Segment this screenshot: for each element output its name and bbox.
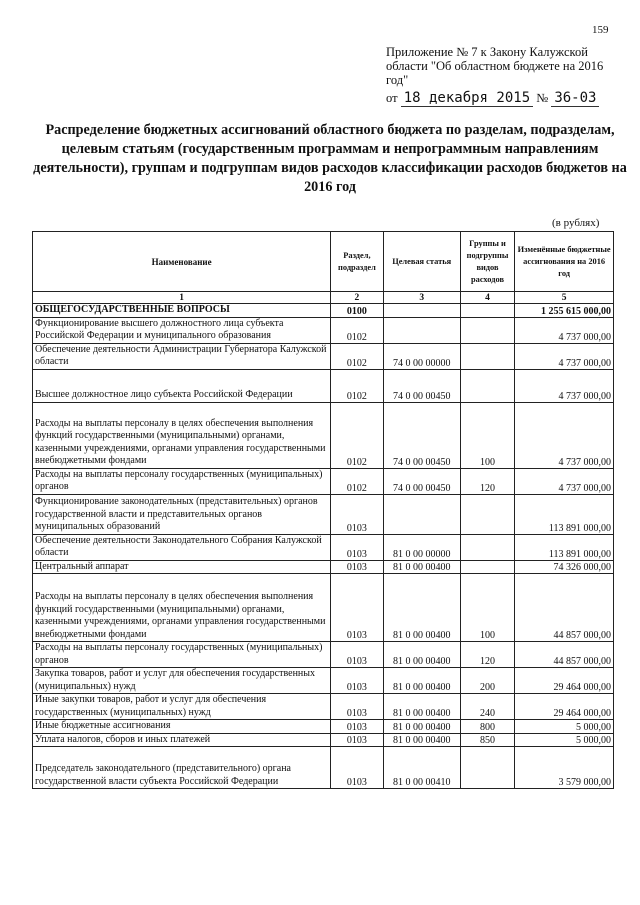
row-amount: 44 857 000,00 — [515, 574, 614, 642]
row-group — [460, 369, 515, 402]
row-section: 0103 — [331, 733, 383, 747]
row-group — [460, 560, 515, 574]
row-group — [460, 494, 515, 534]
row-target: 81 0 00 00000 — [383, 534, 460, 560]
row-name: Расходы на выплаты персоналу в целях обеспечения выполнения функций государственными (муниципальными) органами, казенными учреждениями, органами управления государственными внебюджетными фондами — [33, 574, 331, 642]
appendix-line: области "Об областном бюджете на 2016 — [386, 59, 604, 73]
row-target: 74 0 00 00450 — [383, 468, 460, 494]
row-amount: 113 891 000,00 — [515, 534, 614, 560]
column-number: 4 — [460, 292, 515, 304]
row-name: Обеспечение деятельности Законодательного Собрания Калужской области — [33, 534, 331, 560]
row-amount: 4 737 000,00 — [515, 343, 614, 369]
row-section: 0103 — [331, 560, 383, 574]
appendix-line: год" — [386, 73, 409, 87]
row-amount: 5 000,00 — [515, 733, 614, 747]
table-row — [33, 560, 614, 574]
column-number: 5 — [515, 292, 614, 304]
table-row — [33, 304, 614, 318]
row-group: 200 — [460, 668, 515, 694]
row-target — [383, 304, 460, 318]
row-section: 0102 — [331, 369, 383, 402]
row-section: 0103 — [331, 642, 383, 668]
row-name: Председатель законодательного (представительного) органа государственной власти субъекта Российской Федерации — [33, 747, 331, 789]
row-section: 0100 — [331, 304, 383, 318]
row-name: Иные закупки товаров, работ и услуг для обеспечения государственных (муниципальных) нужд — [33, 694, 331, 720]
row-target: 81 0 00 00400 — [383, 560, 460, 574]
row-group — [460, 747, 515, 789]
number-label: № — [536, 91, 549, 105]
row-name: Расходы на выплаты персоналу государственных (муниципальных) органов — [33, 468, 331, 494]
column-number: 3 — [383, 292, 460, 304]
row-section: 0103 — [331, 694, 383, 720]
row-target: 81 0 00 00400 — [383, 574, 460, 642]
row-section: 0102 — [331, 402, 383, 468]
header-row — [33, 232, 614, 292]
row-section: 0103 — [331, 668, 383, 694]
table-row — [33, 720, 614, 734]
row-target: 81 0 00 00400 — [383, 668, 460, 694]
row-target — [383, 494, 460, 534]
table-row — [33, 534, 614, 560]
header-section: Раздел, подраздел — [331, 232, 383, 292]
document-title: Распределение бюджетных ассигнований областного бюджета по разделам, подразделам, целевым статьям (государственным программам и непрограммным направлениям деятельности), группам и подгруппам видов расходов классификации расходов бюджетов на 2016 год — [33, 122, 627, 195]
table-row — [33, 402, 614, 468]
table-row — [33, 369, 614, 402]
row-group — [460, 343, 515, 369]
appendix-note — [386, 45, 614, 87]
units-label: (в рублях) — [552, 217, 600, 229]
row-name: Функционирование высшего должностного лица субъекта Российской Федерации и муниципального образования — [33, 317, 331, 343]
row-name: Расходы на выплаты персоналу государственных (муниципальных) органов — [33, 642, 331, 668]
row-section: 0103 — [331, 574, 383, 642]
table-row — [33, 747, 614, 789]
table-row — [33, 733, 614, 747]
row-target: 74 0 00 00450 — [383, 402, 460, 468]
row-section: 0103 — [331, 720, 383, 734]
column-number-row — [33, 292, 614, 304]
row-group: 240 — [460, 694, 515, 720]
row-name: Расходы на выплаты персоналу в целях обеспечения выполнения функций государственными (муниципальными) органами, казенными учреждениями, органами управления государственными внебюджетными фондами — [33, 402, 331, 468]
row-target: 81 0 00 00410 — [383, 747, 460, 789]
row-target — [383, 317, 460, 343]
row-name: Закупка товаров, работ и услуг для обеспечения государственных (муниципальных) нужд — [33, 668, 331, 694]
law-number: 36-03 — [551, 90, 599, 107]
row-name: ОБЩЕГОСУДАРСТВЕННЫЕ ВОПРОСЫ — [33, 304, 331, 318]
row-section: 0103 — [331, 494, 383, 534]
row-name: Обеспечение деятельности Администрации Губернатора Калужской области — [33, 343, 331, 369]
row-group: 100 — [460, 574, 515, 642]
column-number: 1 — [33, 292, 331, 304]
row-target: 74 0 00 00000 — [383, 343, 460, 369]
from-label: от — [386, 91, 398, 105]
row-target: 81 0 00 00400 — [383, 733, 460, 747]
row-amount: 74 326 000,00 — [515, 560, 614, 574]
row-group: 120 — [460, 642, 515, 668]
row-group — [460, 317, 515, 343]
row-group: 850 — [460, 733, 515, 747]
law-reference — [386, 90, 599, 106]
row-amount: 1 255 615 000,00 — [515, 304, 614, 318]
row-group: 120 — [460, 468, 515, 494]
row-target: 74 0 00 00450 — [383, 369, 460, 402]
row-target: 81 0 00 00400 — [383, 694, 460, 720]
row-name: Центральный аппарат — [33, 560, 331, 574]
row-name: Уплата налогов, сборов и иных платежей — [33, 733, 331, 747]
table-row — [33, 694, 614, 720]
page-number: 159 — [592, 24, 609, 36]
appendix-line: Приложение № 7 к Закону Калужской — [386, 45, 588, 59]
table-row — [33, 668, 614, 694]
row-section: 0102 — [331, 317, 383, 343]
table-row — [33, 317, 614, 343]
header-group: Группы и подгруппы видов расходов — [460, 232, 515, 292]
row-group — [460, 534, 515, 560]
row-target: 81 0 00 00400 — [383, 720, 460, 734]
row-group: 100 — [460, 402, 515, 468]
row-amount: 3 579 000,00 — [515, 747, 614, 789]
table-row — [33, 642, 614, 668]
row-name: Иные бюджетные ассигнования — [33, 720, 331, 734]
row-amount: 4 737 000,00 — [515, 402, 614, 468]
table-row — [33, 574, 614, 642]
row-amount: 29 464 000,00 — [515, 694, 614, 720]
row-section: 0102 — [331, 343, 383, 369]
row-target: 81 0 00 00400 — [383, 642, 460, 668]
header-amount: Изменённые бюджетные ассигнования на 2016 год — [515, 232, 614, 292]
table-row — [33, 494, 614, 534]
row-amount: 5 000,00 — [515, 720, 614, 734]
row-amount: 44 857 000,00 — [515, 642, 614, 668]
header-target: Целевая статья — [383, 232, 460, 292]
row-amount: 4 737 000,00 — [515, 317, 614, 343]
header-name: Наименование — [33, 232, 331, 292]
table-row — [33, 343, 614, 369]
row-group — [460, 304, 515, 318]
budget-table — [32, 231, 614, 789]
row-name: Высшее должностное лицо субъекта Российской Федерации — [33, 369, 331, 402]
row-amount: 4 737 000,00 — [515, 369, 614, 402]
column-number: 2 — [331, 292, 383, 304]
row-amount: 29 464 000,00 — [515, 668, 614, 694]
row-section: 0103 — [331, 534, 383, 560]
row-section: 0102 — [331, 468, 383, 494]
table-row — [33, 468, 614, 494]
row-section: 0103 — [331, 747, 383, 789]
row-group: 800 — [460, 720, 515, 734]
law-date: 18 декабря 2015 — [401, 90, 533, 107]
row-amount: 113 891 000,00 — [515, 494, 614, 534]
row-amount: 4 737 000,00 — [515, 468, 614, 494]
row-name: Функционирование законодательных (представительных) органов государственной власти и представительных органов муниципальных образований — [33, 494, 331, 534]
